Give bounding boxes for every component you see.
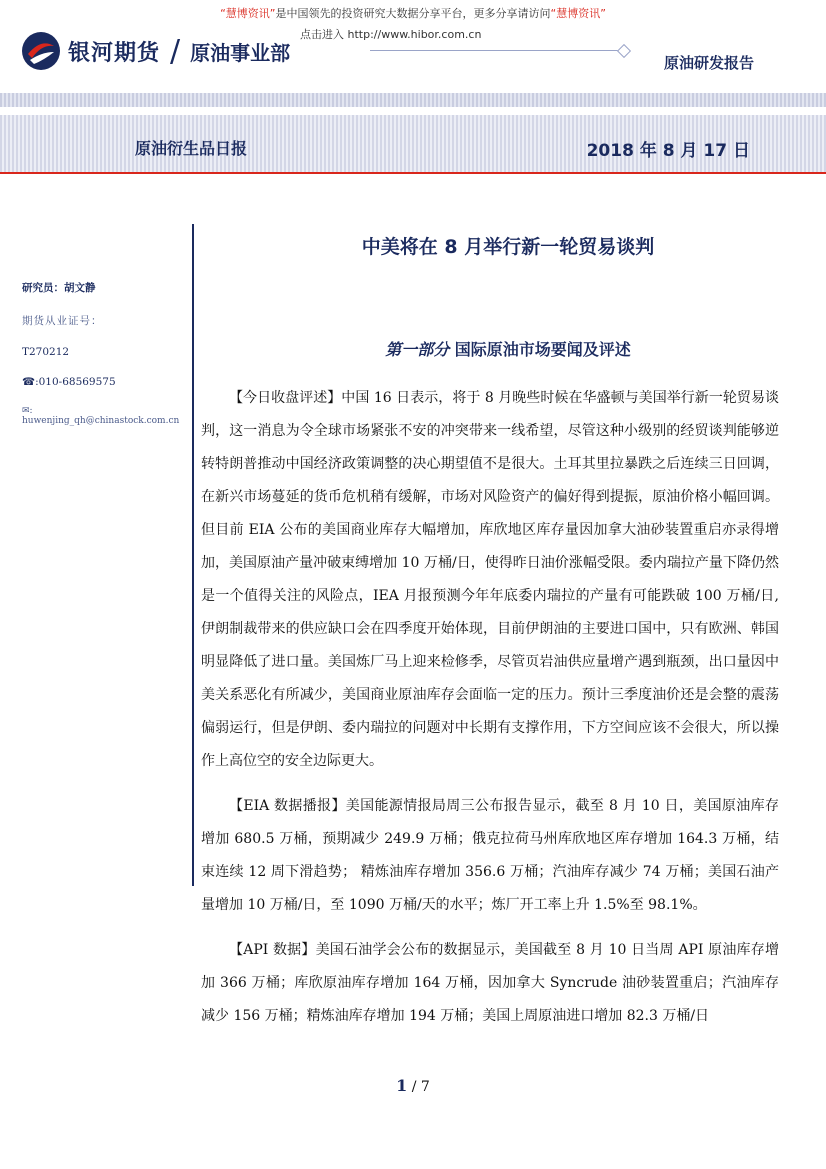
section-rest: 国际原油市场要闻及评述 xyxy=(449,340,631,359)
logo-divider: / xyxy=(170,33,181,69)
department-name: 原油事业部 xyxy=(190,40,291,65)
page-footer xyxy=(0,1076,826,1095)
section-title xyxy=(200,337,816,360)
researcher-name: 研究员：胡文静 xyxy=(22,282,96,294)
header-decor-diamond xyxy=(617,44,631,58)
promo-banner xyxy=(0,5,826,21)
cert-number: T270212 xyxy=(22,346,70,358)
article-body xyxy=(201,382,779,1045)
galaxy-logo-icon xyxy=(20,30,62,72)
sidebar-divider xyxy=(192,224,194,886)
header-divider xyxy=(0,172,826,174)
sidebar xyxy=(22,280,192,444)
paragraph-api: 【API 数据】美国石油学会公布的数据显示，美国截至 8 月 10 日当周 API 原油库存增加 366 万桶；库欣原油库存增加 164 万桶，因加拿大 Syncrude 油砂装置重启；汽油库存减少 156 万桶；精炼油库存增加 194 万桶；美国上周原油进口增加 82.3 万桶/日 xyxy=(201,942,779,1024)
header-stripe xyxy=(0,93,826,107)
promo-link[interactable]: 点击进入 http://www.hibor.com.cn xyxy=(300,28,482,41)
header-decor-line xyxy=(370,50,625,51)
report-type: 原油研发报告 xyxy=(663,54,754,72)
report-date: 2018 年 8 月 17 日 xyxy=(586,141,750,161)
paragraph-commentary: 【今日收盘评述】中国 16 日表示，将于 8 月晚些时候在华盛顿与美国举行新一轮贸易谈判，这一消息为令全球市场紧张不安的冲突带来一线希望，尽管这种小级别的经贸谈判能够逆转特朗普推动中国经济政策调整的决心期望值不是很大。土耳其里拉暴跌之后连续三日回调，在新兴市场蔓延的货币危机稍有缓解，市场对风险资产的偏好得到提振，原油价格小幅回调。但目前 EIA 公布的美国商业库存大幅增加，库欣地区库存量因加拿大油砂装置重启亦录得增加，美国原油产量冲破束缚增加 10 万桶/日，使得昨日油价涨幅受限。委内瑞拉产量下降仍然是一个值得关注的风险点，IEA 月报预测今年年底委内瑞拉的产量有可能跌破 100 万桶/日,伊朗制裁带来的供应缺口会在四季度开始体现，目前伊朗油的主要进口国中，只有欧洲、韩国明显降低了进口量。美国炼厂马上迎来检修季，尽管页岩油供应量增产遇到瓶颈，出口量因中美关系恶化有所减少，美国商业原油库存会面临一定的压力。预计三季度油价还是会整的震荡偏弱运行，但是伊朗、委内瑞拉的问题对中长期有支撑作用，下方空间应该不会很大，所以操作上高位空的安全边际更大。 xyxy=(201,390,779,769)
company-name: 银河期货 xyxy=(68,40,161,66)
paragraph-eia: 【EIA 数据播报】美国能源情报局周三公布报告显示，截至 8 月 10 日，美国原油库存增加 680.5 万桶，预期减少 249.9 万桶；俄克拉荷马州库欣地区库存增加 164.3 万桶，结束连续 12 周下滑趋势； 精炼油库存增加 356.6 万桶；汽油库存减少 74 万桶；美国石油产量增加 10 万桶/日，至 1090 万桶/天的水平；炼厂开工率上升 1.5%至 98.1%。 xyxy=(201,798,779,913)
promo-text: 是中国领先的投资研究大数据分享平台，更多分享请访问 xyxy=(275,7,551,20)
company-logo xyxy=(20,30,290,72)
promo-brand-2: “慧博资讯” xyxy=(550,7,606,20)
cert-label: 期货从业证号： xyxy=(22,315,103,327)
promo-brand: “慧博资讯” xyxy=(220,7,276,20)
page-current: 1 xyxy=(396,1076,408,1095)
email[interactable]: ✉: huwenjing_qh@chinastock.com.cn xyxy=(22,406,180,426)
section-prefix: 第一部分 xyxy=(385,340,450,359)
headline: 中美将在 8 月举行新一轮贸易谈判 xyxy=(361,236,655,258)
phone: ☎:010-68569575 xyxy=(22,376,116,388)
report-title: 原油衍生品日报 xyxy=(135,139,248,158)
page-total: / 7 xyxy=(411,1079,430,1095)
